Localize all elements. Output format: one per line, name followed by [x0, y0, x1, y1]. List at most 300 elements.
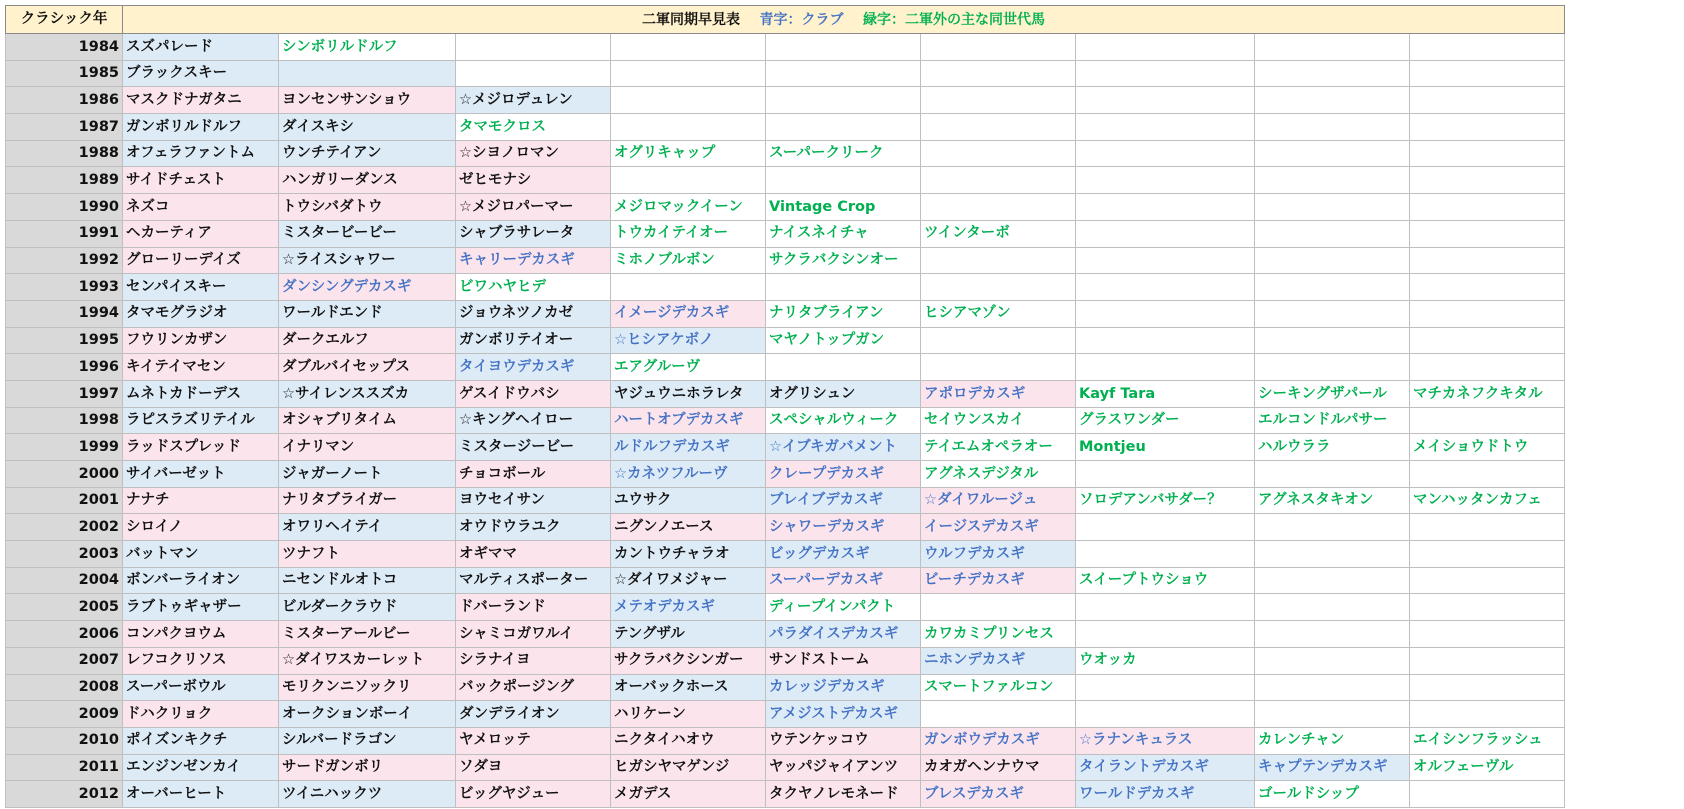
horse-cell[interactable]: ニホンデカスギ — [921, 647, 1076, 674]
horse-cell[interactable]: オギママ — [456, 541, 611, 568]
horse-cell[interactable]: ビッグデカスギ — [766, 541, 921, 568]
horse-cell[interactable] — [1255, 114, 1410, 141]
horse-cell[interactable] — [279, 60, 456, 87]
horse-cell[interactable] — [456, 60, 611, 87]
horse-cell[interactable]: ☆ダイワスカーレット — [279, 647, 456, 674]
horse-cell[interactable] — [611, 167, 766, 194]
horse-cell[interactable]: ヒシアマゾン — [921, 300, 1076, 327]
horse-cell[interactable] — [921, 354, 1076, 381]
horse-cell[interactable]: ウルフデカスギ — [921, 541, 1076, 568]
horse-cell[interactable] — [1255, 567, 1410, 594]
horse-cell[interactable] — [1255, 247, 1410, 274]
horse-cell[interactable]: サイドチェスト — [123, 167, 279, 194]
horse-cell[interactable]: シャワーデカスギ — [766, 514, 921, 541]
horse-cell[interactable] — [1076, 327, 1255, 354]
horse-cell[interactable]: ナリタブライガー — [279, 487, 456, 514]
horse-cell[interactable] — [1076, 674, 1255, 701]
horse-cell[interactable] — [1076, 274, 1255, 301]
horse-cell[interactable]: ナイスネイチャ — [766, 220, 921, 247]
year-cell[interactable]: 1994 — [6, 300, 123, 327]
horse-cell[interactable] — [1076, 621, 1255, 648]
horse-cell[interactable] — [1410, 140, 1565, 167]
horse-cell[interactable]: ワールドエンド — [279, 300, 456, 327]
year-cell[interactable]: 2009 — [6, 701, 123, 728]
horse-cell[interactable]: ☆ヒシアケボノ — [611, 327, 766, 354]
year-cell[interactable]: 1995 — [6, 327, 123, 354]
horse-cell[interactable] — [1255, 87, 1410, 114]
horse-cell[interactable] — [1076, 194, 1255, 221]
horse-cell[interactable] — [1410, 701, 1565, 728]
horse-cell[interactable] — [921, 87, 1076, 114]
horse-cell[interactable]: バットマン — [123, 541, 279, 568]
horse-cell[interactable]: ポイズンキクチ — [123, 727, 279, 754]
horse-cell[interactable]: ビーチデカスギ — [921, 567, 1076, 594]
horse-cell[interactable]: ムネトカドーデス — [123, 380, 279, 407]
year-cell[interactable]: 2006 — [6, 621, 123, 648]
horse-cell[interactable] — [766, 167, 921, 194]
horse-cell[interactable]: キャリーデカスギ — [456, 247, 611, 274]
horse-cell[interactable] — [1410, 621, 1565, 648]
horse-cell[interactable] — [1410, 567, 1565, 594]
horse-cell[interactable]: メテオデカスギ — [611, 594, 766, 621]
horse-cell[interactable] — [1076, 461, 1255, 488]
horse-cell[interactable]: ヤジュウニホラレタ — [611, 380, 766, 407]
horse-cell[interactable] — [1410, 514, 1565, 541]
horse-cell[interactable] — [1255, 461, 1410, 488]
year-cell[interactable]: 1990 — [6, 194, 123, 221]
horse-cell[interactable]: ミホノブルボン — [611, 247, 766, 274]
horse-cell[interactable]: チョコボール — [456, 461, 611, 488]
horse-cell[interactable]: ユウサク — [611, 487, 766, 514]
horse-cell[interactable] — [1410, 167, 1565, 194]
horse-cell[interactable]: ジャガーノート — [279, 461, 456, 488]
horse-cell[interactable]: カレッジデカスギ — [766, 674, 921, 701]
horse-cell[interactable] — [1255, 354, 1410, 381]
table-row — [6, 434, 1565, 461]
horse-cell[interactable]: カワカミプリンセス — [921, 621, 1076, 648]
horse-cell[interactable] — [921, 167, 1076, 194]
horse-cell[interactable]: サクラバクシンオー — [766, 247, 921, 274]
horse-cell[interactable] — [1410, 327, 1565, 354]
horse-cell[interactable] — [1076, 34, 1255, 61]
horse-cell[interactable]: ドハクリョク — [123, 701, 279, 728]
horse-cell[interactable] — [1076, 167, 1255, 194]
horse-cell[interactable] — [1410, 60, 1565, 87]
horse-cell[interactable]: イメージデカスギ — [611, 300, 766, 327]
horse-cell[interactable]: オグリシュン — [766, 380, 921, 407]
horse-cell[interactable]: シャミコガワルイ — [456, 621, 611, 648]
horse-cell[interactable]: アグネスタキオン — [1255, 487, 1410, 514]
horse-cell[interactable]: ウオッカ — [1076, 647, 1255, 674]
table-row — [6, 220, 1565, 247]
table-row — [6, 167, 1565, 194]
horse-cell[interactable]: シーキングザパール — [1255, 380, 1410, 407]
horse-cell[interactable]: ☆ダイワメジャー — [611, 567, 766, 594]
horse-cell[interactable] — [921, 140, 1076, 167]
year-cell[interactable]: 1985 — [6, 60, 123, 87]
horse-cell[interactable]: スマートファルコン — [921, 674, 1076, 701]
horse-cell[interactable]: レフコクリソス — [123, 647, 279, 674]
horse-cell[interactable]: ダークエルフ — [279, 327, 456, 354]
horse-cell[interactable] — [1255, 327, 1410, 354]
horse-cell[interactable] — [1076, 220, 1255, 247]
horse-cell[interactable]: ミスタービービー — [279, 220, 456, 247]
horse-cell[interactable] — [1410, 674, 1565, 701]
horse-cell[interactable]: シャブラサレータ — [456, 220, 611, 247]
horse-cell[interactable]: マチカネフクキタル — [1410, 380, 1565, 407]
horse-cell[interactable] — [1255, 621, 1410, 648]
horse-cell[interactable]: シラナイヨ — [456, 647, 611, 674]
horse-cell[interactable] — [1410, 781, 1565, 808]
horse-cell[interactable]: オワリヘイテイ — [279, 514, 456, 541]
horse-cell[interactable] — [1076, 514, 1255, 541]
horse-cell[interactable]: ネズコ — [123, 194, 279, 221]
year-cell[interactable]: 2012 — [6, 781, 123, 808]
table-row — [6, 380, 1565, 407]
table-row — [6, 327, 1565, 354]
header-title-cell[interactable] — [123, 6, 1565, 34]
horse-cell[interactable]: ニグンノエース — [611, 514, 766, 541]
horse-cell[interactable] — [1255, 300, 1410, 327]
horse-cell[interactable]: タイヨウデカスギ — [456, 354, 611, 381]
horse-cell[interactable]: サンドストーム — [766, 647, 921, 674]
horse-cell[interactable]: ハリケーン — [611, 701, 766, 728]
horse-cell[interactable]: サイバーゼット — [123, 461, 279, 488]
horse-cell[interactable]: ☆ライスシャワー — [279, 247, 456, 274]
horse-cell[interactable]: スーパークリーク — [766, 140, 921, 167]
horse-cell[interactable]: アグネスデジタル — [921, 461, 1076, 488]
horse-cell[interactable]: ダイスキシ — [279, 114, 456, 141]
year-cell[interactable]: 2007 — [6, 647, 123, 674]
horse-cell[interactable] — [1076, 140, 1255, 167]
horse-cell[interactable]: ディープインパクト — [766, 594, 921, 621]
horse-cell[interactable]: ハンガリーダンス — [279, 167, 456, 194]
horse-cell[interactable] — [611, 114, 766, 141]
table-row — [6, 87, 1565, 114]
horse-cell[interactable]: ラブトゥギャザー — [123, 594, 279, 621]
horse-cell[interactable]: カレンチャン — [1255, 727, 1410, 754]
horse-cell[interactable] — [766, 114, 921, 141]
horse-cell[interactable]: ガンボリテイオー — [456, 327, 611, 354]
horse-cell[interactable] — [1410, 407, 1565, 434]
horse-cell[interactable]: ブラックスキー — [123, 60, 279, 87]
horse-cell[interactable]: コンパクヨウム — [123, 621, 279, 648]
horse-cell[interactable] — [611, 87, 766, 114]
horse-cell[interactable]: ツイニハックツ — [279, 781, 456, 808]
horse-cell[interactable] — [921, 34, 1076, 61]
horse-cell[interactable]: マヤノトップガン — [766, 327, 921, 354]
horse-cell[interactable]: ビッグヤジュー — [456, 781, 611, 808]
year-cell[interactable]: 1996 — [6, 354, 123, 381]
horse-cell[interactable]: ゴールドシップ — [1255, 781, 1410, 808]
horse-cell[interactable]: マルティスポーター — [456, 567, 611, 594]
horse-cell[interactable]: エンジンゼンカイ — [123, 754, 279, 781]
horse-cell[interactable]: オシャブリタイム — [279, 407, 456, 434]
horse-cell[interactable]: ゲスイドウバシ — [456, 380, 611, 407]
horse-cell[interactable]: ブレスデカスギ — [921, 781, 1076, 808]
horse-cell[interactable]: Vintage Crop — [766, 194, 921, 221]
horse-cell[interactable] — [1410, 220, 1565, 247]
horse-cell[interactable] — [1255, 647, 1410, 674]
horse-cell[interactable] — [766, 34, 921, 61]
year-cell[interactable]: 2002 — [6, 514, 123, 541]
horse-cell[interactable]: アポロデカスギ — [921, 380, 1076, 407]
horse-cell[interactable] — [1410, 194, 1565, 221]
horse-cell[interactable]: ダンデライオン — [456, 701, 611, 728]
year-cell[interactable]: 2010 — [6, 727, 123, 754]
horse-cell[interactable] — [1255, 514, 1410, 541]
year-cell[interactable]: 1986 — [6, 87, 123, 114]
year-cell[interactable]: 1991 — [6, 220, 123, 247]
horse-cell[interactable]: エルコンドルパサー — [1255, 407, 1410, 434]
horse-cell[interactable] — [1410, 87, 1565, 114]
horse-cell[interactable]: トウシバダトウ — [279, 194, 456, 221]
year-cell[interactable]: 2011 — [6, 754, 123, 781]
horse-cell[interactable]: サードガンボリ — [279, 754, 456, 781]
horse-cell[interactable]: ハートオブデカスギ — [611, 407, 766, 434]
horse-cell[interactable] — [1410, 541, 1565, 568]
year-cell[interactable]: 2000 — [6, 461, 123, 488]
horse-cell[interactable]: ヒガシヤマゲンジ — [611, 754, 766, 781]
horse-cell[interactable] — [611, 60, 766, 87]
horse-cell[interactable]: クレープデカスギ — [766, 461, 921, 488]
horse-cell[interactable]: オルフェーヴル — [1410, 754, 1565, 781]
horse-cell[interactable]: ツインターボ — [921, 220, 1076, 247]
horse-cell[interactable]: ☆シヨノロマン — [456, 140, 611, 167]
horse-cell[interactable]: ナナチ — [123, 487, 279, 514]
year-cell[interactable]: 2008 — [6, 674, 123, 701]
horse-cell[interactable]: トウカイテイオー — [611, 220, 766, 247]
year-cell[interactable]: 1987 — [6, 114, 123, 141]
horse-cell[interactable] — [1410, 461, 1565, 488]
horse-cell[interactable]: ヤッパジャイアンツ — [766, 754, 921, 781]
header-label-cell[interactable]: クラシック年 — [6, 6, 123, 34]
horse-cell[interactable]: ☆メジロデュレン — [456, 87, 611, 114]
horse-cell[interactable] — [1410, 300, 1565, 327]
horse-cell[interactable] — [1255, 701, 1410, 728]
horse-cell[interactable]: タマモクロス — [456, 114, 611, 141]
horse-cell[interactable] — [1410, 594, 1565, 621]
year-cell[interactable]: 1984 — [6, 34, 123, 61]
horse-cell[interactable]: ソダヨ — [456, 754, 611, 781]
horse-cell[interactable]: スペシャルウィーク — [766, 407, 921, 434]
horse-cell[interactable] — [1255, 140, 1410, 167]
horse-cell[interactable]: セイウンスカイ — [921, 407, 1076, 434]
horse-cell[interactable] — [1410, 354, 1565, 381]
horse-cell[interactable]: シンボリルドルフ — [279, 34, 456, 61]
horse-cell[interactable] — [1076, 60, 1255, 87]
horse-cell[interactable] — [1410, 647, 1565, 674]
horse-cell[interactable]: ☆ラナンキュラス — [1076, 727, 1255, 754]
horse-cell[interactable] — [611, 34, 766, 61]
horse-cell[interactable]: イージスデカスギ — [921, 514, 1076, 541]
horse-cell[interactable]: マンハッタンカフェ — [1410, 487, 1565, 514]
horse-cell[interactable]: カントウチャラオ — [611, 541, 766, 568]
horse-cell[interactable]: モリクンニソックリ — [279, 674, 456, 701]
horse-cell[interactable] — [921, 247, 1076, 274]
horse-cell[interactable]: ダンシングデカスギ — [279, 274, 456, 301]
horse-cell[interactable]: ボンバーライオン — [123, 567, 279, 594]
horse-cell[interactable] — [1076, 87, 1255, 114]
horse-cell[interactable] — [766, 60, 921, 87]
horse-cell[interactable] — [921, 594, 1076, 621]
horse-cell[interactable]: ニセンドルオトコ — [279, 567, 456, 594]
table-row — [6, 247, 1565, 274]
horse-cell[interactable]: ツナフト — [279, 541, 456, 568]
year-cell[interactable]: 2001 — [6, 487, 123, 514]
horse-cell[interactable] — [1076, 541, 1255, 568]
horse-cell[interactable]: ラッドスプレッド — [123, 434, 279, 461]
horse-cell[interactable]: スーパーボウル — [123, 674, 279, 701]
horse-cell[interactable] — [766, 87, 921, 114]
horse-cell[interactable]: メジロマックイーン — [611, 194, 766, 221]
horse-cell[interactable] — [1255, 34, 1410, 61]
horse-cell[interactable] — [1076, 114, 1255, 141]
horse-cell[interactable]: ソロデアンバサダー？ — [1076, 487, 1255, 514]
horse-cell[interactable]: バックポージング — [456, 674, 611, 701]
horse-cell[interactable] — [921, 327, 1076, 354]
horse-cell[interactable]: ワールドデカスギ — [1076, 781, 1255, 808]
year-cell[interactable]: 1993 — [6, 274, 123, 301]
horse-cell[interactable]: ウンチテイアン — [279, 140, 456, 167]
horse-cell[interactable] — [921, 194, 1076, 221]
horse-cell[interactable]: グラスワンダー — [1076, 407, 1255, 434]
horse-cell[interactable]: ☆ダイワルージュ — [921, 487, 1076, 514]
horse-cell[interactable]: ビワハヤヒデ — [456, 274, 611, 301]
horse-cell[interactable]: ミスターアールビー — [279, 621, 456, 648]
horse-cell[interactable]: スイープトウショウ — [1076, 567, 1255, 594]
year-cell[interactable]: 1998 — [6, 407, 123, 434]
horse-cell[interactable] — [1076, 594, 1255, 621]
horse-cell[interactable] — [921, 274, 1076, 301]
year-cell[interactable]: 1989 — [6, 167, 123, 194]
horse-cell[interactable]: マスクドナガタニ — [123, 87, 279, 114]
horse-cell[interactable]: アメジストデカスギ — [766, 701, 921, 728]
horse-cell[interactable]: ドバーランド — [456, 594, 611, 621]
horse-cell[interactable]: メガデス — [611, 781, 766, 808]
year-cell[interactable]: 1988 — [6, 140, 123, 167]
horse-cell[interactable]: ビルダークラウド — [279, 594, 456, 621]
horse-cell[interactable]: ルドルフデカスギ — [611, 434, 766, 461]
horse-cell[interactable] — [1410, 274, 1565, 301]
horse-cell[interactable]: Kayf Tara — [1076, 380, 1255, 407]
horse-cell[interactable]: シロイノ — [123, 514, 279, 541]
horse-cell[interactable] — [766, 354, 921, 381]
horse-cell[interactable] — [1076, 701, 1255, 728]
horse-cell[interactable]: センパイスキー — [123, 274, 279, 301]
horse-cell[interactable]: ハルウララ — [1255, 434, 1410, 461]
horse-cell[interactable]: オーバックホース — [611, 674, 766, 701]
horse-cell[interactable]: ☆メジロパーマー — [456, 194, 611, 221]
horse-cell[interactable] — [1255, 194, 1410, 221]
horse-cell[interactable] — [1076, 247, 1255, 274]
horse-cell[interactable] — [1410, 114, 1565, 141]
horse-cell[interactable]: サクラバクシンガー — [611, 647, 766, 674]
year-cell[interactable]: 1997 — [6, 380, 123, 407]
horse-cell[interactable] — [766, 274, 921, 301]
horse-cell[interactable] — [1255, 274, 1410, 301]
horse-cell[interactable]: テイエムオペラオー — [921, 434, 1076, 461]
horse-cell[interactable]: メイショウドトウ — [1410, 434, 1565, 461]
horse-cell[interactable]: ブレイブデカスギ — [766, 487, 921, 514]
horse-cell[interactable] — [456, 34, 611, 61]
horse-cell[interactable]: ヨンセンサンショウ — [279, 87, 456, 114]
year-cell[interactable]: 2004 — [6, 567, 123, 594]
horse-cell[interactable] — [1255, 60, 1410, 87]
horse-cell[interactable]: ウテンケッコウ — [766, 727, 921, 754]
horse-cell[interactable]: ジョウネツノカゼ — [456, 300, 611, 327]
horse-cell[interactable]: ☆イブキガバメント — [766, 434, 921, 461]
horse-cell[interactable] — [1255, 674, 1410, 701]
table-row — [6, 194, 1565, 221]
horse-cell[interactable]: ゼヒモナシ — [456, 167, 611, 194]
horse-cell[interactable]: ニクタイハオウ — [611, 727, 766, 754]
horse-cell[interactable]: エイシンフラッシュ — [1410, 727, 1565, 754]
horse-cell[interactable]: カオガヘンナウマ — [921, 754, 1076, 781]
horse-cell[interactable]: ヤメロッテ — [456, 727, 611, 754]
horse-cell[interactable]: オーバーヒート — [123, 781, 279, 808]
horse-cell[interactable]: オークションボーイ — [279, 701, 456, 728]
horse-cell[interactable]: ガンボウデカスギ — [921, 727, 1076, 754]
horse-cell[interactable] — [1255, 594, 1410, 621]
horse-cell[interactable]: ☆カネツフルーヴ — [611, 461, 766, 488]
year-cell[interactable]: 1992 — [6, 247, 123, 274]
horse-cell[interactable]: フウリンカザン — [123, 327, 279, 354]
horse-cell[interactable] — [1255, 167, 1410, 194]
horse-cell[interactable]: Montjeu — [1076, 434, 1255, 461]
horse-cell[interactable]: ☆サイレンススズカ — [279, 380, 456, 407]
horse-cell[interactable]: タイラントデカスギ — [1076, 754, 1255, 781]
horse-cell[interactable]: タマモグラジオ — [123, 300, 279, 327]
horse-cell[interactable]: グローリーデイズ — [123, 247, 279, 274]
year-cell[interactable]: 2003 — [6, 541, 123, 568]
horse-cell[interactable] — [1255, 541, 1410, 568]
horse-cell[interactable]: ガンボリルドルフ — [123, 114, 279, 141]
horse-cell[interactable] — [921, 114, 1076, 141]
horse-cell[interactable]: スーパーデカスギ — [766, 567, 921, 594]
horse-cell[interactable]: タクヤノレモネード — [766, 781, 921, 808]
horse-cell[interactable] — [1410, 34, 1565, 61]
horse-cell[interactable]: キイテイマセン — [123, 354, 279, 381]
horse-cell[interactable] — [1410, 247, 1565, 274]
horse-cell[interactable]: スズパレード — [123, 34, 279, 61]
year-cell[interactable]: 1999 — [6, 434, 123, 461]
horse-cell[interactable] — [1076, 300, 1255, 327]
horse-cell[interactable]: ミスタージービー — [456, 434, 611, 461]
horse-cell[interactable]: オウドウラユク — [456, 514, 611, 541]
horse-cell[interactable] — [1255, 220, 1410, 247]
horse-cell[interactable]: ダブルバイセップス — [279, 354, 456, 381]
horse-cell[interactable]: エアグルーヴ — [611, 354, 766, 381]
horse-cell[interactable]: キャプテンデカスギ — [1255, 754, 1410, 781]
horse-cell[interactable]: ナリタブライアン — [766, 300, 921, 327]
horse-cell[interactable]: イナリマン — [279, 434, 456, 461]
horse-cell[interactable]: ヨウセイサン — [456, 487, 611, 514]
horse-cell[interactable]: テングザル — [611, 621, 766, 648]
horse-cell[interactable]: オグリキャップ — [611, 140, 766, 167]
year-cell[interactable]: 2005 — [6, 594, 123, 621]
horse-cell[interactable] — [921, 60, 1076, 87]
horse-cell[interactable] — [921, 701, 1076, 728]
horse-cell[interactable]: ☆キングヘイロー — [456, 407, 611, 434]
horse-cell[interactable]: シルバードラゴン — [279, 727, 456, 754]
horse-cell[interactable]: パラダイスデカスギ — [766, 621, 921, 648]
horse-cell[interactable] — [1076, 354, 1255, 381]
horse-cell[interactable] — [611, 274, 766, 301]
horse-cell[interactable]: オフェラファントム — [123, 140, 279, 167]
horse-cell[interactable]: ラピスラズリテイル — [123, 407, 279, 434]
horse-cell[interactable]: ヘカーティア — [123, 220, 279, 247]
